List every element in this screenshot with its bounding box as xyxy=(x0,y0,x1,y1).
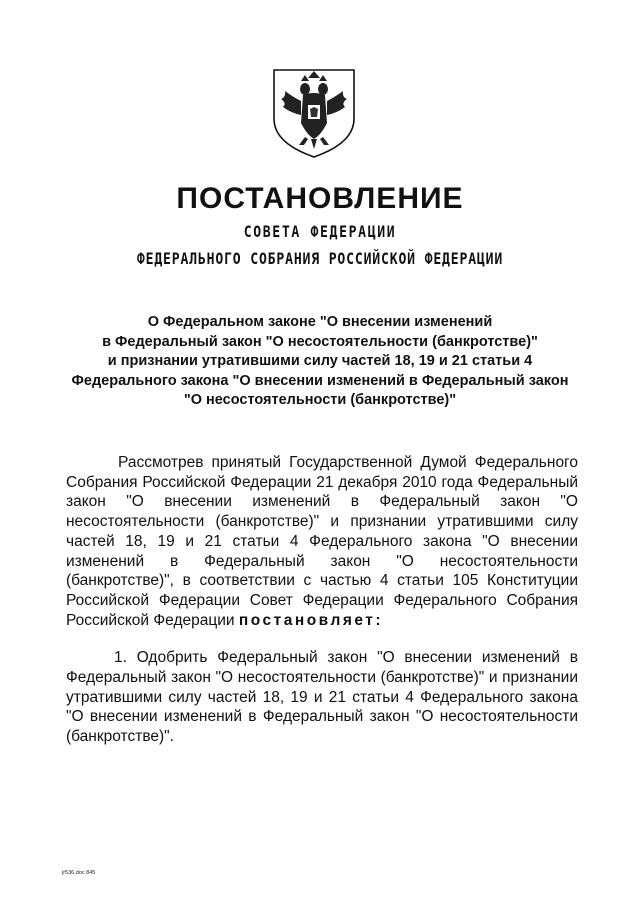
resolution-heading xyxy=(0,313,640,411)
document-subtitle-2: ФЕДЕРАЛЬНОГО СОБРАНИЯ РОССИЙСКОЙ ФЕДЕРАЦИИ xyxy=(136,249,504,268)
heading-line: и признании утратившими силу частей 18, 19 и 21 статьи 4 xyxy=(107,353,533,369)
heading-line: О Федеральном законе "О внесении изменений xyxy=(147,314,493,330)
heading-line: в Федеральный закон "О несостоятельности (банкротстве)" xyxy=(102,333,538,350)
document-subtitle-1: СОВЕТА ФЕДЕРАЦИИ xyxy=(243,222,397,241)
document-title: ПОСТАНОВЛЕНИЕ xyxy=(176,182,464,215)
resolves-keyword: постановляет: xyxy=(238,611,384,629)
preamble-paragraph xyxy=(66,453,578,630)
preamble-text: Рассмотрев принятый Государственной Думой Федерального Собрания Российской Федерации 21 декабря 2010 года Федеральный закон "О внесении изменений в Федеральный закон "О несостоятельности (банкротстве)" и признании утратившими силу частей 18, 19 и 21 статьи 4 Федерального закона "О внесении изменений в Федеральный закон "О несостоятельности (банкротстве)", в соответствии с частью 4 статьи 105 Конституции Российской Федерации Совет Федерации Федерального Собрания Российской Федерации xyxy=(66,454,578,629)
coat-of-arms-icon xyxy=(271,67,357,159)
heading-line: "О несостоятельности (банкротстве)" xyxy=(183,392,457,408)
heading-line: Федерального закона "О внесении изменений в Федеральный закон xyxy=(71,372,569,389)
document-code: jr536.doc 845 xyxy=(62,870,96,876)
point-1-paragraph: 1. Одобрить Федеральный закон "О внесении изменений в Федеральный закон "О несостоятельности (банкротстве)" и признании утратившими силу частей 18, 19 и 21 статьи 4 Федерального закона "О внесении изменений в Федеральный закон "О несостоятельности (банкротстве)". xyxy=(66,649,578,746)
document-body xyxy=(66,453,578,747)
